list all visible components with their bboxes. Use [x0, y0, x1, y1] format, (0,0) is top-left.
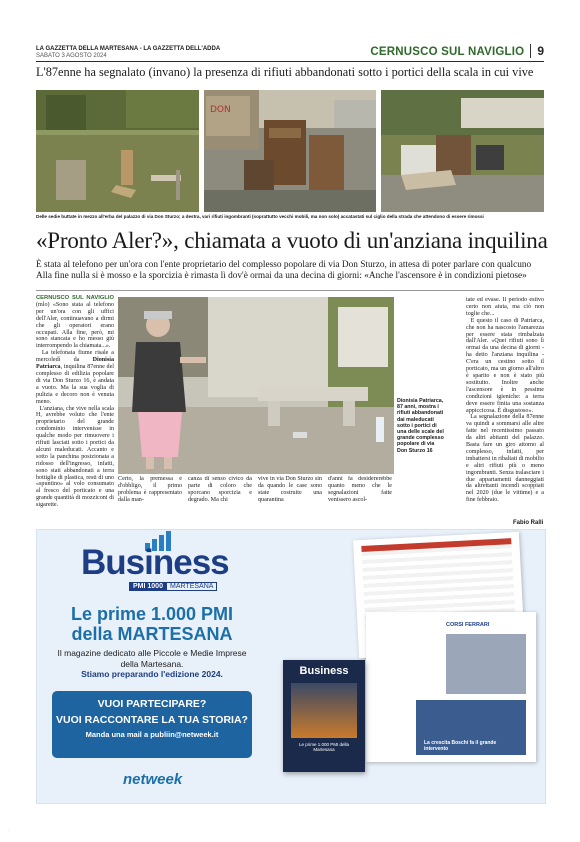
- magazine-cover: [283, 660, 365, 772]
- ad-badge: PMI 1000: [129, 582, 167, 591]
- ad-text-bold: Stiamo preparando l'edizione 2024.: [81, 669, 223, 679]
- article-text: (mlo) «Sono stata al telefono per un'ora con gli uffici dell'Aler, continuavano a dirmi che gli operatori erano occupati. Alla fine, però, mi sono stancata e ho messo giù interrompendo la chiamata...».: [36, 301, 114, 350]
- article-text: La telefonata fiume risale a mercoledì da: [36, 350, 114, 364]
- article-photo-caption: Dionisia Patriarca, 87 anni, mostra i rifiuti abbandonati dai maleducati sotto i portici di una delle scale del grande complesso popolare di via Don Sturzo 16: [397, 398, 444, 454]
- ad-question-1: VUOI PARTECIPARE?: [97, 698, 207, 710]
- summary: [36, 260, 546, 282]
- section-header: [370, 42, 544, 60]
- masthead: [36, 46, 220, 60]
- article-column-5: d'anni fa desidererebbe quanto meno che le segnalazioni fatte venissero ascol-: [328, 476, 392, 503]
- magazine-article-headline: La crescita Boschi fa il grande intervento: [424, 740, 497, 752]
- ad-cta-box[interactable]: [52, 691, 252, 758]
- ad-description: [52, 648, 252, 680]
- kicker: L'87enne ha segnalato (invano) la presenza di rifiuti abbandonati sotto i portici della scala in cui vive: [36, 65, 534, 79]
- footer-mark: .: [8, 827, 9, 832]
- issue-date: SABATO 3 AGOSTO 2024: [36, 53, 107, 59]
- magazine-cover-text: Le prime 1.000 PMI della Martesana: [298, 742, 350, 752]
- ad-brand: Business: [81, 543, 229, 582]
- ad-email-link[interactable]: Manda una mail a publiin@netweek.it: [85, 730, 219, 739]
- photo-chairs-in-grass: [36, 90, 199, 212]
- article-text: , inquilina 87enne del complesso di edilizia popolare di via Don Sturzo 16, è andata a vuoto. Ma la sua voglia di pulizia e decoro non è venuta meno.: [36, 364, 114, 405]
- ad-question-2: VUOI RACCONTARE LA TUA STORIA?: [56, 714, 248, 726]
- top-photo-caption: Delle sedie buttate in mezzo all'erba del palazzo di via Don Sturzo; a destra, vari rifiuti ingombranti (soprattutto vecchi mobili, ma non solo) accatastati sul ciglio della strada che attendono di essere rimossi: [36, 214, 484, 219]
- magazine-spread-article: [366, 612, 536, 762]
- netweek-logo: netweek: [123, 771, 183, 788]
- author-signature: Fabio Ralli: [513, 520, 544, 526]
- article-column-6: [466, 297, 544, 519]
- article-column-1: [36, 295, 114, 519]
- section-city: CERNUSCO SUL NAVIGLIO: [370, 46, 525, 58]
- ad-text: Il magazine dedicato alle Piccole e Medie Imprese della Martesana.: [57, 648, 247, 669]
- article-text: tate ed evase. Il periodo estivo certo non aiuta, ma ciò non toglie che...: [466, 297, 544, 317]
- summary-line: Alla fine nulla si è mosso e la sporcizia è rimasta lì dov'è ormai da una decina di giorni: «Anche l'ascensore è in condizioni pietose»: [36, 271, 527, 281]
- headline: «Pronto Aler?», chiamata a vuoto di un'anziana inquilina: [36, 228, 548, 253]
- article-text: La segnalazione della 87enne va quindi a sommarsi alle altre fatte nel recentissimo passato da altri abitanti del palazzo. Basta fare un giro attorno al complesso, infatti, per imbattersi in ribaltati di mobilio e altri rifiuti più o meno ingombranti. Senza tralasciare i due appartamenti danneggiati da altrettanti incendi scoppiati nel 2020 (due le vittime) e a fine febbraio.: [466, 414, 544, 504]
- summary-line: È stata al telefono per un'ora con l'ente proprietario del complesso popolare di via Don Sturzo, in attesa di poter parlare con qualcuno: [36, 260, 532, 270]
- person-name: Dionisia Patriarca: [36, 357, 114, 371]
- photo-roadside-waste: [381, 90, 544, 212]
- article-column-4: vive in via Don Sturzo sin da quando le case sono state costruite una quarantina: [258, 476, 322, 503]
- ad-headline: Le prime 1.000 PMI della MARTESANA: [70, 604, 234, 644]
- publication-name: LA GAZZETTA DELLA MARTESANA - LA GAZZETTA DELL'ADDA: [36, 46, 221, 52]
- photo-furniture-pile: [204, 90, 376, 212]
- article-dateline: CERNUSCO SUL NAVIGLIO: [36, 295, 114, 301]
- article-column-2: Certo, la premessa è d'obbligo, il primo problema è rappresentato dalla man-: [118, 476, 182, 503]
- article-column-3: canza di senso civico da parte di coloro che sporcano sporcizia e degrado. Ma chi: [188, 476, 252, 503]
- ad-badge-region: MARTESANA: [166, 582, 217, 591]
- summary-rule: [36, 290, 544, 291]
- header-rule: [36, 61, 544, 62]
- magazine-cover-brand: Business: [299, 665, 349, 677]
- article-text: E questo il caso di Patriarca, che non ha nascosto l'amarezza per essere stata rimbalzata dall'Aler. «Quei rifiuti sono lì ormai da una decina di giorni - ha detto l'anziana inquilina - C'era un cestino sotto il porticato, ma un giorno all'altro è sparito e non è stato più sostituito. Inoltre anche l'ascensore è in pessime condizioni igieniche: a terra deve essere finita una sostanza appiccicosa. È disgustoso».: [466, 317, 544, 414]
- article-text: L'anziana, che vive nella scala H, avrebbe voluto che l'ente proprietario del grande condominio intervenisse in qualche modo per rimuovere i rifiuti lasciati sotto i portici da alcuni maleducati. Accanto e sotto la panchina posizionata a ridosso dell'ingresso, infatti, sono stati abbandonati a terra bottiglie di plastica, resti di uno «spuntino» al volo consumato al fresco del porticato e una grande quantità di mozziconi di sigarette.: [36, 405, 114, 509]
- magazine-article-title: CORSI FERRARI: [446, 622, 490, 628]
- svg-text:DON: DON: [210, 105, 231, 115]
- page-number: 9: [530, 44, 544, 58]
- photo-dionisia-patriarca: [118, 297, 394, 474]
